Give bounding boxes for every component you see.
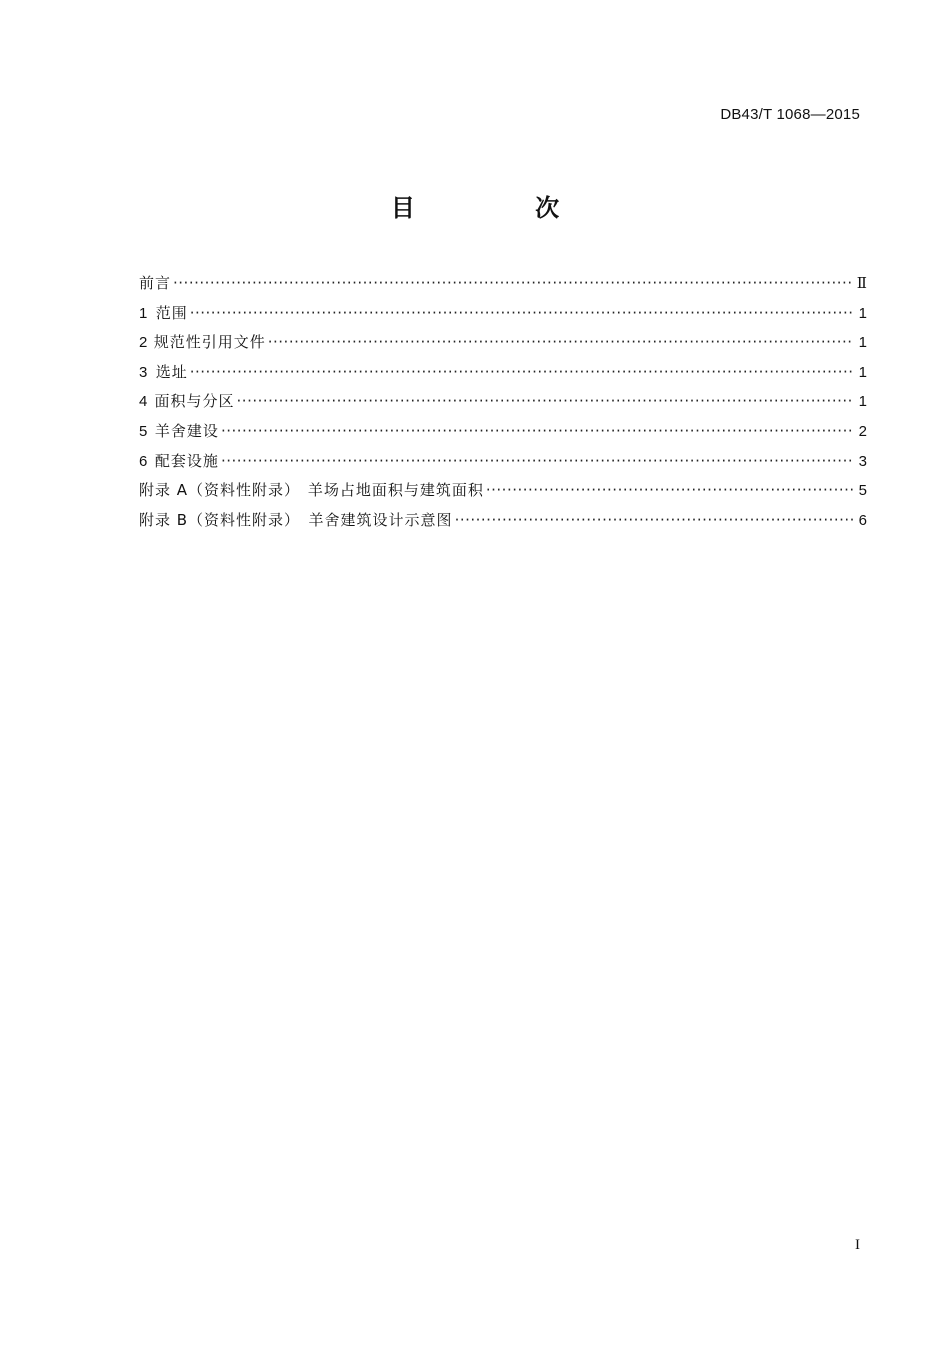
toc-entry-page: 1 — [858, 363, 867, 381]
toc-entry-page: 6 — [858, 511, 867, 529]
page-title: 目 次 — [390, 194, 616, 222]
toc-entry-number: 3 — [139, 363, 148, 381]
toc-entry-site-selection[interactable] — [139, 360, 867, 390]
toc-entry-label: 前言 — [139, 274, 172, 292]
standard-code: DB43/T 1068—2015 — [720, 106, 860, 123]
toc-leader-dots — [486, 478, 853, 502]
toc-leader-dots — [455, 508, 853, 532]
toc-leader-dots — [221, 449, 853, 473]
toc-leader-dots — [237, 389, 853, 413]
toc-entry-scope[interactable] — [139, 301, 867, 331]
toc-leader-dots — [268, 330, 853, 354]
toc-entry-facilities[interactable] — [139, 449, 867, 479]
toc-entry-normative-references[interactable] — [139, 330, 867, 360]
toc-entry-number: 1 — [139, 304, 148, 322]
toc-leader-dots — [190, 301, 853, 325]
toc-entry-number: 5 — [139, 422, 148, 440]
toc-entry-page: 1 — [858, 334, 867, 352]
page-number: I — [855, 1237, 860, 1253]
toc-entry-label: 羊舍建设 — [154, 421, 219, 440]
toc-entry-label: 范围 — [155, 303, 188, 322]
toc-entry-page: 2 — [858, 422, 867, 440]
toc-leader-dots — [221, 419, 853, 443]
toc-entry-label: 规范性引用文件 — [153, 333, 266, 352]
toc-entry-sheep-house[interactable] — [139, 419, 867, 449]
toc-entry-foreword[interactable] — [139, 271, 867, 301]
toc-entry-area-zoning[interactable] — [139, 389, 867, 419]
toc-leader-dots — [173, 271, 853, 295]
toc-entry-label: 面积与分区 — [154, 392, 235, 411]
toc-entry-number: 4 — [139, 393, 148, 411]
toc-entry-number: 2 — [139, 334, 148, 352]
toc-entry-page: 1 — [858, 304, 867, 322]
toc-entry-annex-prefix: 附录 B（资料性附录） — [139, 510, 301, 529]
toc-entry-page: 1 — [858, 393, 867, 411]
toc-entry-label: 选址 — [155, 362, 188, 381]
toc-entry-label: 羊舍建筑设计示意图 — [308, 510, 453, 529]
toc-entry-page: 5 — [858, 482, 867, 500]
toc-leader-dots — [190, 360, 853, 384]
toc-entry-annex-prefix: 附录 A（资料性附录） — [139, 481, 301, 500]
toc-entry-annex-a[interactable] — [139, 478, 867, 508]
toc-entry-label: 羊场占地面积与建筑面积 — [307, 481, 484, 500]
table-of-contents — [139, 271, 867, 537]
toc-entry-page: Ⅱ — [856, 276, 867, 292]
toc-entry-number: 6 — [139, 452, 148, 470]
toc-entry-annex-b[interactable] — [139, 508, 867, 538]
toc-entry-label: 配套设施 — [154, 451, 219, 470]
toc-entry-page: 3 — [858, 452, 867, 470]
